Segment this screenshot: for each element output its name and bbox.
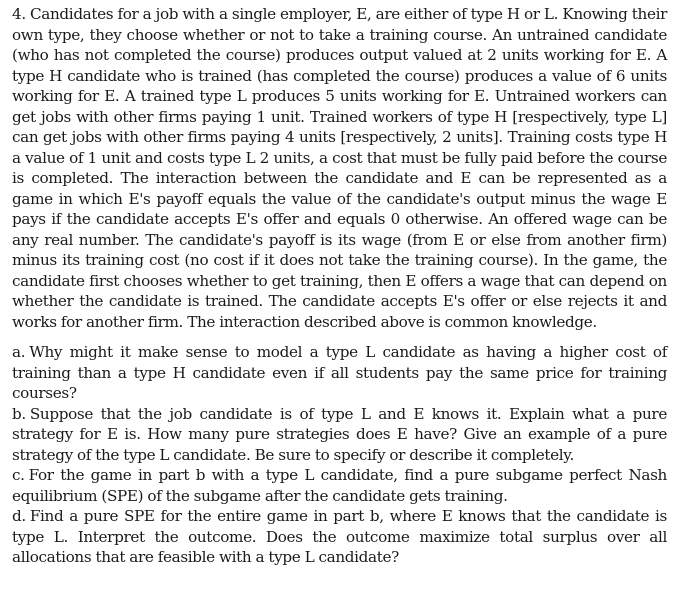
- part-letter: d.: [12, 507, 26, 525]
- problem-page: [12, 4, 667, 568]
- part-text: Find a pure SPE for the entire game in part b, where E knows that the candidate is type L. Interpret the outcome. Does the outcome maximize total surplus over all allocations that are feasible with a type L candidate?: [12, 507, 667, 566]
- part-letter: b.: [12, 404, 26, 423]
- question-list: [12, 342, 667, 568]
- problem-statement: 4. Candidates for a job with a single employer, E, are either of type H or L. Knowing their own type, they choose whether or not to take a training course. An untrained candidate (who has not completed the course) produces output valued at 2 units working for E. A type H candidate who is trained (has completed the course) produces a value of 6 units working for E. A trained type L produces 5 units working for E. Untrained workers can get jobs with other firms paying 1 unit. Trained workers of type H [respectively, type L] can get jobs with other firms paying 4 units [respectively, 2 units]. Training costs type H a value of 1 unit and costs type L 2 units, a cost that must be fully paid before the course is completed. The interaction between the candidate and E can be represented as a game in which E's payoff equals the value of the candidate's output minus the wage E pays if the candidate accepts E's offer and equals 0 otherwise. An offered wage can be any real number. The candidate's payoff is its wage (from E or else from another firm) minus its training cost (no cost if it does not take the training course). In the game, the candidate first chooses whether to get training, then E offers a wage that can depend on whether the candidate is trained. The candidate accepts E's offer or else rejects it and works for another firm. The interaction described above is common knowledge.: [12, 5, 667, 331]
- question-part-c: [12, 465, 667, 506]
- part-text: For the game in part b with a type L candidate, find a pure subgame perfect Nash equilibrium (SPE) of the subgame after the candidate gets training.: [12, 466, 667, 505]
- part-text: Suppose that the job candidate is of type L and E knows it. Explain what a pure strategy for E is. How many pure strategies does E have? Give an example of a pure strategy of the type L candidate. Be sure to specify or describe it completely.: [12, 404, 667, 464]
- question-part-a: [12, 342, 667, 404]
- question-part-b: [12, 404, 667, 466]
- part-letter: a.: [12, 343, 26, 361]
- part-letter: c.: [12, 466, 25, 484]
- question-part-d: [12, 506, 667, 568]
- part-text: Why might it make sense to model a type L candidate as having a higher cost of training than a type H candidate even if all students pay the same price for training courses?: [12, 343, 667, 402]
